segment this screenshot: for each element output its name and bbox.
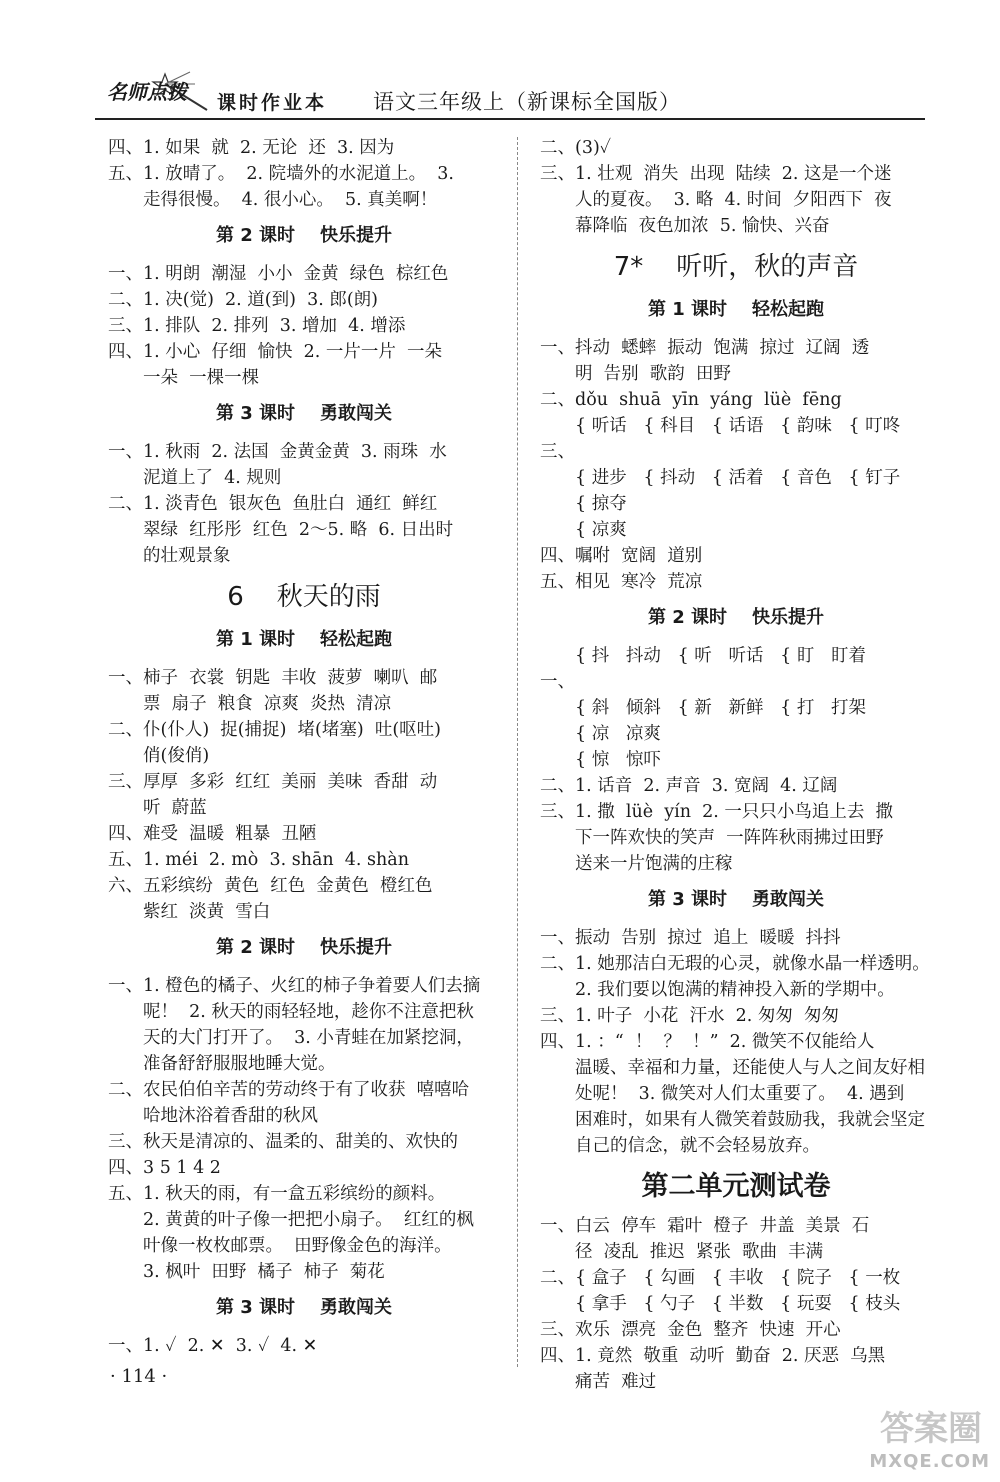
answer-line: 二、农民伯伯辛苦的劳动终于有了收获 嘻嘻哈 — [108, 1080, 470, 1100]
answer-line: 翠绿 红彤彤 红色 2～5. 略 6. 日出时 — [143, 520, 454, 540]
answer-line: 四、1. ：“ ！ ？ ！” 2. 微笑不仅能给人 — [540, 1032, 875, 1052]
answer-line: 泥道上了 4. 规则 — [143, 468, 282, 488]
lesson-heading: 第 3 课时 勇敢闯关 — [647, 889, 825, 910]
publisher-logo — [95, 70, 215, 115]
lesson-heading: 第 2 课时 快乐提升 — [647, 607, 825, 628]
answer-line: 四、1. 小心 仔细 愉快 2. 一片一片 一朵 — [108, 342, 443, 362]
lesson-heading: 第 2 课时 快乐提升 — [215, 225, 393, 246]
answer-line: 二、1. 她那洁白无瑕的心灵，就像水晶一样透明。 — [540, 954, 930, 974]
answer-line: 六、五彩缤纷 黄色 红色 金黄色 橙红色 — [108, 876, 433, 896]
answer-line: 叶像一枚枚邮票。 田野像金色的海洋。 — [143, 1236, 452, 1256]
answer-line: 四、难受 温暖 粗暴 丑陋 — [108, 824, 317, 844]
answer-line: { 斜 倾斜 { 新 新鲜 { 打 打架 — [575, 698, 867, 718]
answer-line: 二、{ 盒子 { 勾画 { 丰收 { 院子 { 一枚 — [540, 1268, 901, 1288]
logo-text: 名师点拨 — [107, 80, 187, 104]
answer-line: { 惊 惊吓 — [575, 750, 661, 770]
answer-line: 二、仆(仆人) 捉(捕捉) 堵(堵塞) 吐(呕吐) — [108, 720, 441, 740]
lesson-heading: 第 3 课时 勇敢闯关 — [215, 1297, 393, 1318]
answer-line: 径 凌乱 推迟 紧张 歌曲 丰满 — [575, 1242, 824, 1262]
watermark — [830, 1398, 990, 1476]
header-rule — [95, 118, 925, 120]
answer-line: 一、1. 明朗 潮湿 小小 金黄 绿色 棕红色 — [108, 264, 449, 284]
column-divider — [517, 137, 518, 1367]
answer-line: 一、白云 停车 霜叶 橙子 井盖 美景 石 — [540, 1216, 870, 1236]
unit-title: 6 秋天的雨 — [227, 582, 381, 612]
answer-line: 五、1. 放晴了。 2. 院墙外的水泥道上。 3. — [108, 164, 454, 184]
answer-line: 一、柿子 衣裳 钥匙 丰收 菠萝 喇叭 邮 — [108, 668, 438, 688]
answer-line: 三、 — [540, 442, 575, 462]
answer-line: 痛苦 难过 — [575, 1372, 657, 1392]
answer-line: 明 告别 歌韵 田野 — [575, 364, 731, 384]
answer-line: 下一阵欢快的笑声 一阵阵秋雨拂过田野 — [575, 828, 884, 848]
answer-line: 五、1. méi 2. mò 3. shān 4. shàn — [108, 850, 410, 870]
answer-line: 一、 — [540, 672, 575, 692]
watermark-logo: 答案圈 — [880, 1409, 982, 1449]
test-title: 第二单元测试卷 — [641, 1171, 831, 1202]
answer-line: 天的大门打开了。 3. 小青蛙在加紧挖洞， — [143, 1028, 474, 1048]
answer-line: 票 扇子 粮食 凉爽 炎热 清凉 — [143, 694, 392, 714]
watermark-url: MXQE.COM — [869, 1451, 990, 1472]
lesson-heading: 第 3 课时 勇敢闯关 — [215, 403, 393, 424]
answer-line: 三、1. 排队 2. 排列 3. 增加 4. 增添 — [108, 316, 406, 336]
answer-line: 三、欢乐 漂亮 金色 整齐 快速 开心 — [540, 1320, 841, 1340]
answer-line: 三、1. 撒 lüè yín 2. 一只只小鸟追上去 撒 — [540, 802, 893, 822]
answer-line: 哈地沐浴着香甜的秋风 — [143, 1106, 318, 1126]
answer-line: 三、厚厚 多彩 红红 美丽 美味 香甜 动 — [108, 772, 438, 792]
answer-line: 听 蔚蓝 — [143, 798, 207, 818]
answer-line: 的壮观景象 — [143, 546, 231, 566]
answer-line: 二、1. 淡青色 银灰色 鱼肚白 通红 鲜红 — [108, 494, 438, 514]
unit-title: 7* 听听，秋的声音 — [613, 252, 859, 282]
series-title: 课时作业本 — [217, 92, 328, 114]
page-header — [95, 70, 915, 120]
answer-line: { 听话 { 科目 { 话语 { 韵味 { 叮咚 — [575, 416, 901, 436]
answer-line: 呢！ 2. 秋天的雨轻轻地，趁你不注意把秋 — [143, 1002, 474, 1022]
answer-line: 五、相见 寒冷 荒凉 — [540, 572, 703, 592]
answer-line: 幕降临 夜色加浓 5. 愉快、兴奋 — [575, 216, 830, 236]
answer-line: 俏(俊俏) — [143, 746, 210, 766]
right-column — [540, 135, 932, 1395]
answer-line: 三、1. 叶子 小花 汗水 2. 匆匆 匆匆 — [540, 1006, 840, 1026]
answer-line: 送来一片饱满的庄稼 — [575, 854, 733, 874]
answer-line: 三、秋天是清凉的、温柔的、甜美的、欢快的 — [108, 1132, 458, 1152]
book-title: 语文三年级上（新课标全国版） — [373, 90, 681, 114]
answer-line: 二、(3)✓ — [540, 138, 612, 158]
lesson-heading: 第 2 课时 快乐提升 — [215, 937, 393, 958]
answer-line: 四、1. 竟然 敬重 动听 勤奋 2. 厌恶 乌黑 — [540, 1346, 886, 1366]
lesson-heading: 第 1 课时 轻松起跑 — [215, 629, 393, 650]
answer-line: { 抖 抖动 { 听 听话 { 盯 盯着 — [575, 646, 867, 666]
answer-line: 二、dǒu shuā yīn yáng lüè fēng — [540, 390, 842, 410]
answer-line: { 掠夺 — [575, 494, 627, 514]
answer-line: 三、1. 壮观 消失 出现 陆续 2. 这是一个迷 — [540, 164, 892, 184]
answer-line: { 凉爽 — [575, 520, 627, 540]
answer-line: { 凉 凉爽 — [575, 724, 661, 744]
answer-line: { 进步 { 抖动 { 活着 { 音色 { 钉子 — [575, 468, 901, 488]
answer-line: 2. 黄黄的叶子像一把把小扇子。 红红的枫 — [143, 1210, 474, 1230]
answer-line: 一、1. ✓ 2. ✕ 3. ✓ 4. ✕ — [108, 1336, 318, 1356]
answer-line: 一、1. 橙色的橘子、火红的柿子争着要人们去摘 — [108, 976, 481, 996]
answer-line: 3. 枫叶 田野 橘子 柿子 菊花 — [143, 1262, 385, 1282]
answer-line: { 拿手 { 勺子 { 半数 { 玩耍 { 枝头 — [575, 1294, 901, 1314]
answer-line: 人的夏夜。 3. 略 4. 时间 夕阳西下 夜 — [575, 190, 892, 210]
answer-line: 走得很慢。 4. 很小心。 5. 真美啊！ — [143, 190, 438, 210]
answer-line: 二、1. 话音 2. 声音 3. 宽阔 4. 辽阔 — [540, 776, 838, 796]
answer-line: 困难时，如果有人微笑着鼓励我，我就会坚定 — [575, 1110, 925, 1130]
answer-line: 四、3 5 1 4 2 — [108, 1158, 221, 1178]
lesson-heading: 第 1 课时 轻松起跑 — [647, 299, 825, 320]
answer-line: 一、振动 告别 掠过 追上 暖暖 抖抖 — [540, 928, 841, 948]
answer-line: 2. 我们要以饱满的精神投入新的学期中。 — [575, 980, 895, 1000]
answer-line: 处呢！ 3. 微笑对人们太重要了。 4. 遇到 — [575, 1084, 905, 1104]
answer-line: 温暖、幸福和力量，还能使人与人之间友好相 — [575, 1058, 925, 1078]
answer-line: 紫红 淡黄 雪白 — [143, 902, 271, 922]
answer-line: 二、1. 决(觉) 2. 道(到) 3. 郎(朗) — [108, 290, 378, 310]
left-column — [108, 135, 500, 1359]
answer-line: 五、1. 秋天的雨，有一盒五彩缤纷的颜料。 — [108, 1184, 446, 1204]
answer-line: 四、1. 如果 就 2. 无论 还 3. 因为 — [108, 138, 395, 158]
page-number: · 114 · — [110, 1366, 168, 1387]
answer-line: 一、抖动 蟋蟀 振动 饱满 掠过 辽阔 透 — [540, 338, 870, 358]
answer-line: 准备舒舒服服地睡大觉。 — [143, 1054, 336, 1074]
answer-line: 一、1. 秋雨 2. 法国 金黄金黄 3. 雨珠 水 — [108, 442, 447, 462]
answer-line: 四、嘱咐 宽阔 道别 — [540, 546, 703, 566]
answer-line: 自己的信念，就不会轻易放弃。 — [575, 1136, 820, 1156]
answer-line: 一朵 一棵一棵 — [143, 368, 260, 388]
